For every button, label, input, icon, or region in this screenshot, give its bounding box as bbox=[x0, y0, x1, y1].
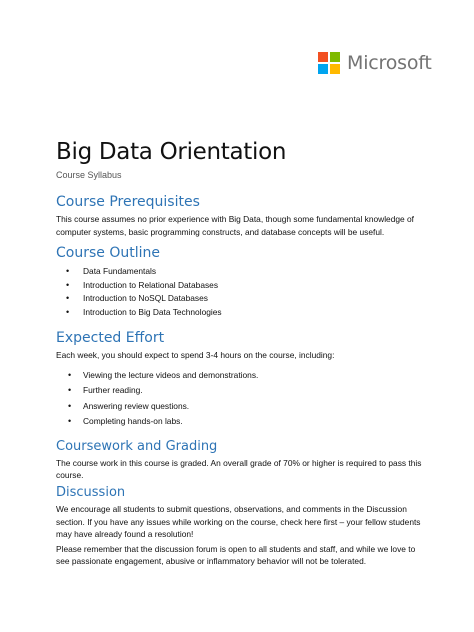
prerequisites-text: This course assumes no prior experience with Big Data, though some fundamental knowledge of computer systems, basic programming constructs, and database concepts will be useful. bbox=[56, 214, 414, 237]
effort-intro: Each week, you should expect to spend 3-4 hours on the course, including: bbox=[56, 350, 335, 361]
logo-square-green bbox=[330, 52, 340, 62]
bullet-icon: • bbox=[66, 306, 70, 317]
list-item bbox=[56, 399, 426, 415]
effort-item-text: Viewing the lecture videos and demonstrations. bbox=[83, 369, 259, 380]
bullet-icon: • bbox=[68, 385, 72, 396]
coursework-text: The course work in this course is graded. An overall grade of 70% or higher is required to pass this course. bbox=[56, 457, 422, 481]
bullet-icon: • bbox=[66, 293, 70, 304]
microsoft-windows-icon bbox=[318, 52, 340, 74]
outline-item-text: Introduction to Relational Databases bbox=[83, 279, 219, 290]
effort-item-text: Answering review questions. bbox=[83, 400, 190, 411]
prerequisites-heading: Course Prerequisites bbox=[56, 194, 200, 210]
list-item bbox=[56, 306, 426, 320]
document-subtitle: Course Syllabus bbox=[56, 170, 122, 180]
logo-square-blue bbox=[318, 64, 328, 74]
bullet-icon: • bbox=[66, 266, 70, 277]
discussion-text: We encourage all students to submit questions, observations, and comments in the Discussion section. If you have any issues while working on the course, check here first – your fellow students may have already found a resolution! bbox=[56, 503, 421, 540]
bullet-icon: • bbox=[68, 400, 72, 411]
document-title: Big Data Orientation bbox=[56, 139, 287, 165]
effort-item-text: Further reading. bbox=[83, 385, 143, 396]
effort-item-text: Completing hands-on labs. bbox=[83, 416, 183, 427]
bullet-icon: • bbox=[68, 416, 72, 427]
list-item bbox=[56, 414, 426, 430]
outline-item-text: Introduction to Big Data Technologies bbox=[83, 306, 222, 317]
coursework-heading: Coursework and Grading bbox=[56, 438, 218, 454]
outline-item-text: Data Fundamentals bbox=[83, 266, 157, 277]
list-item bbox=[56, 292, 426, 306]
document-body bbox=[56, 138, 426, 568]
discussion-policy-text: Please remember that the discussion forum is open to all students and staff, and while we love to see passionate engagement, abusive or inflammatory behavior will not be tolerated. bbox=[56, 543, 416, 567]
effort-list bbox=[56, 368, 426, 430]
discussion-heading: Discussion bbox=[56, 484, 126, 500]
microsoft-logo bbox=[318, 52, 432, 74]
list-item bbox=[56, 265, 426, 279]
bullet-icon: • bbox=[68, 369, 72, 380]
outline-heading: Course Outline bbox=[56, 245, 160, 262]
logo-square-yellow bbox=[330, 64, 340, 74]
outline-list bbox=[56, 265, 426, 319]
logo-square-red bbox=[318, 52, 328, 62]
outline-item-text: Introduction to NoSQL Databases bbox=[83, 293, 208, 304]
bullet-icon: • bbox=[66, 279, 70, 290]
effort-heading: Expected Effort bbox=[56, 330, 165, 347]
list-item bbox=[56, 368, 426, 384]
list-item bbox=[56, 279, 426, 293]
list-item bbox=[56, 383, 426, 399]
logo-wordmark: Microsoft bbox=[347, 52, 432, 74]
